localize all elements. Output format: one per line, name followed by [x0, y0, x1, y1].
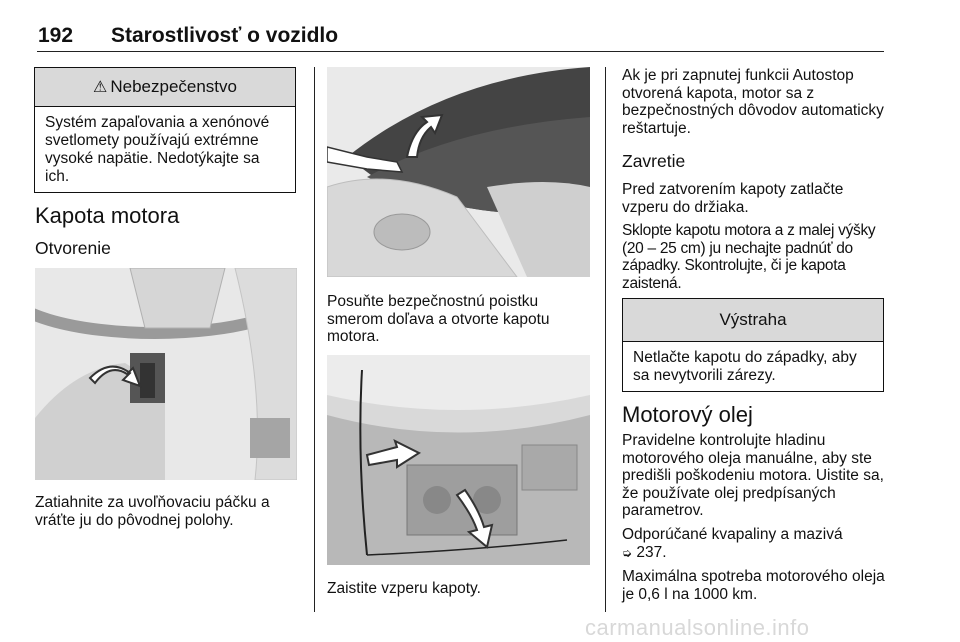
- section-title-hood: Kapota motora: [35, 203, 180, 228]
- caution-label: Výstraha: [719, 310, 787, 329]
- subsection-title-closing: Zavretie: [622, 151, 686, 171]
- danger-box-header: [35, 68, 295, 107]
- image-hood-stay: [327, 355, 590, 565]
- column-separator-right: [605, 67, 606, 612]
- image-hood-safety-catch: [327, 67, 590, 277]
- caution-text: Netlačte kapotu do západky, aby sa nevytvorili zárezy.: [633, 349, 857, 384]
- page-reference-link[interactable]: 237.: [636, 543, 667, 561]
- autostop-note: Ak je pri zapnutej funkcii Autostop otvorená kapota, motor sa z bezpečnostných dôvodov automaticky reštartuje.: [622, 67, 884, 137]
- caption-safety-catch: Posuňte bezpečnostnú poistku smerom doľava a otvorte kapotu motora.: [327, 293, 550, 345]
- danger-box: [34, 67, 296, 193]
- danger-label: Nebezpečenstvo: [110, 77, 237, 96]
- caution-box-header: [623, 299, 883, 342]
- chapter-title: Starostlivosť o vozidlo: [111, 24, 339, 47]
- oil-recommended-text: Odporúčané kvapaliny a mazivá: [622, 526, 843, 543]
- closing-paragraph-2: Sklopte kapotu motora a z malej výšky (20 – 25 cm) ju nechajte padnúť do západky. Skontrolujte, či je kapota zaistená.: [622, 222, 876, 292]
- image-release-lever: [35, 268, 297, 480]
- closing-paragraph-1: Pred zatvorením kapoty zatlačte vzperu do držiaka.: [622, 181, 844, 216]
- warning-triangle-icon: ⚠: [93, 79, 108, 96]
- section-title-engine-oil: Motorový olej: [622, 402, 753, 427]
- page-reference-arrow-icon[interactable]: ➭: [622, 545, 633, 560]
- column-separator-left: [314, 67, 315, 612]
- oil-paragraph-1: Pravidelne kontrolujte hladinu motorového oleja manuálne, aby ste predišli poškodeniu motora. Uistite sa, že používate olej predpísaných parametrov.: [622, 432, 884, 519]
- watermark: carmanualsonline.info: [585, 615, 810, 640]
- danger-text: Systém zapaľovania a xenónové svetlomety používajú extrémne vysoké napätie. Nedotýkajte sa ich.: [45, 114, 270, 185]
- page-number: 192: [38, 24, 74, 47]
- caption-hood-stay: Zaistite vzperu kapoty.: [327, 580, 481, 597]
- oil-recommended-fluids: [622, 526, 885, 562]
- caption-release-lever: Zatiahnite za uvoľňovaciu páčku a vráťte ju do pôvodnej polohy.: [35, 494, 270, 529]
- subsection-title-opening: Otvorenie: [35, 238, 111, 258]
- header-rule: [37, 51, 884, 52]
- caution-box: [622, 298, 884, 392]
- oil-consumption-note: Maximálna spotreba motorového oleja je 0,6 l na 1000 km.: [622, 568, 885, 603]
